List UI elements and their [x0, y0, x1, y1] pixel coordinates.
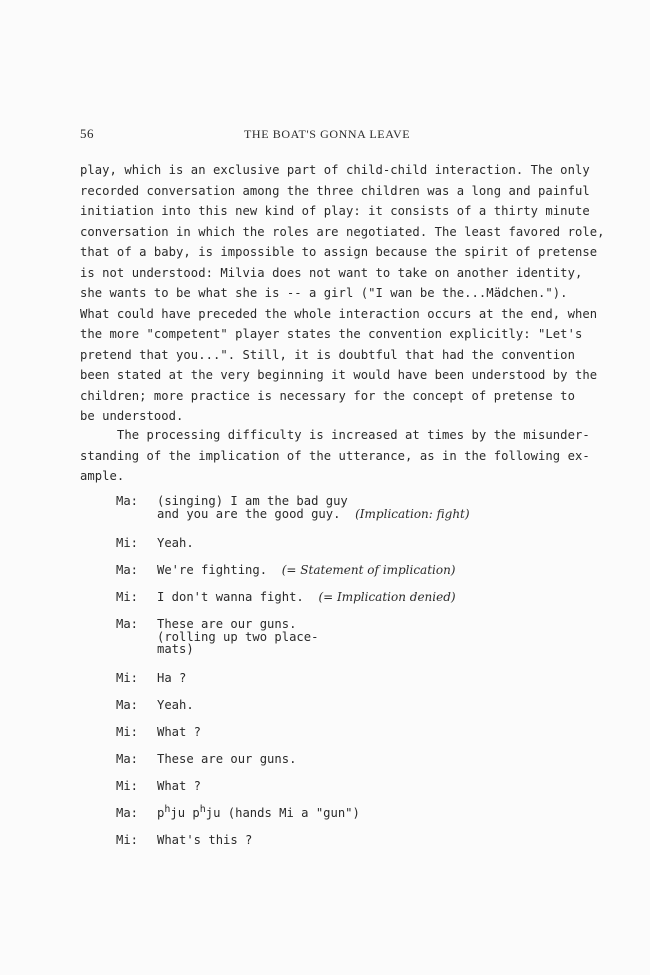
text-line: ample. — [80, 469, 125, 483]
utterance — [157, 495, 470, 520]
speaker-label: Mi: — [116, 536, 139, 550]
running-title: THE BOAT'S GONNA LEAVE — [244, 127, 411, 141]
utterance: What ? — [157, 779, 202, 793]
utterance-line: We're fighting. — [157, 563, 268, 577]
text-line: recorded conversation among the three children was a long and painful — [80, 183, 590, 198]
text-line: that of a baby, is impossible to assign because the spirit of pretense — [80, 245, 598, 259]
utterance: These are our guns. — [157, 752, 297, 766]
annotation: (= Implication denied) — [318, 590, 456, 604]
text-line: The processing difficulty is increased at times by the misunder- — [80, 428, 590, 442]
text-line: play, which is an exclusive part of child-child interaction. The only — [80, 163, 590, 177]
utterance-line: (rolling up two place- — [157, 629, 319, 644]
speaker-label: Mi: — [116, 671, 139, 685]
page-number: 56 — [80, 126, 94, 141]
text-line: is not understood: Milvia does not want to take on another identity, — [80, 265, 583, 280]
utterance: Ha ? — [157, 671, 187, 685]
text-line: been stated at the very beginning it would have been understood by the — [80, 368, 598, 382]
speaker-label: Mi: — [116, 779, 139, 793]
utterance: What's this ? — [157, 833, 253, 847]
phonetic-ju: ju — [170, 806, 193, 820]
annotation: (Implication: fight) — [355, 506, 470, 521]
utterance-line: I don't wanna fight. — [157, 590, 304, 604]
speaker-label: Ma: — [116, 617, 139, 631]
text-line: conversation in which the roles are negotiated. The least favored role, — [80, 224, 605, 239]
utterance: What ? — [157, 725, 202, 739]
speaker-label: Ma: — [116, 806, 139, 820]
utterance — [157, 618, 318, 656]
utterance-line: mats) — [157, 642, 194, 656]
utterance — [157, 804, 360, 820]
utterance-line: (singing) I am the bad guy — [157, 494, 348, 508]
aspiration-mark: h — [199, 804, 206, 815]
utterance: Yeah. — [157, 698, 194, 712]
utterance-rest: ju (hands Mi a "gun") — [205, 806, 360, 820]
text-line: What could have preceded the whole interaction occurs at the end, when — [80, 306, 598, 321]
text-line: she wants to be what she is -- a girl ("I wan be the...Mädchen."). — [80, 286, 568, 300]
utterance-line: These are our guns. — [157, 617, 297, 631]
utterance — [157, 564, 456, 577]
body-paragraph-1 — [80, 160, 605, 427]
utterance-line: and you are the good guy. — [157, 506, 341, 521]
speaker-label: Mi: — [116, 725, 139, 739]
speaker-label: Ma: — [116, 563, 139, 577]
text-line: pretend that you...". Still, it is doubtful that had the convention — [80, 347, 575, 362]
annotation: (= Statement of implication) — [281, 563, 456, 577]
speaker-label: Mi: — [116, 590, 139, 604]
speaker-label: Ma: — [116, 494, 139, 508]
text-line: be understood. — [80, 409, 184, 423]
phonetic-p: p — [192, 806, 200, 820]
speaker-label: Ma: — [116, 752, 139, 766]
phonetic-p: p — [157, 806, 165, 820]
text-line: children; more practice is necessary for the concept of pretense to — [80, 388, 575, 403]
aspiration-mark: h — [164, 804, 171, 815]
body-paragraph-2 — [80, 425, 590, 487]
utterance — [157, 591, 456, 604]
text-line: standing of the implication of the utterance, as in the following ex- — [80, 448, 590, 463]
speaker-label: Ma: — [116, 698, 139, 712]
text-line: initiation into this new kind of play: it consists of a thirty minute — [80, 204, 590, 218]
speaker-label: Mi: — [116, 833, 139, 847]
utterance: Yeah. — [157, 536, 194, 550]
text-line: the more "competent" player states the convention explicitly: "Let's — [80, 327, 583, 341]
